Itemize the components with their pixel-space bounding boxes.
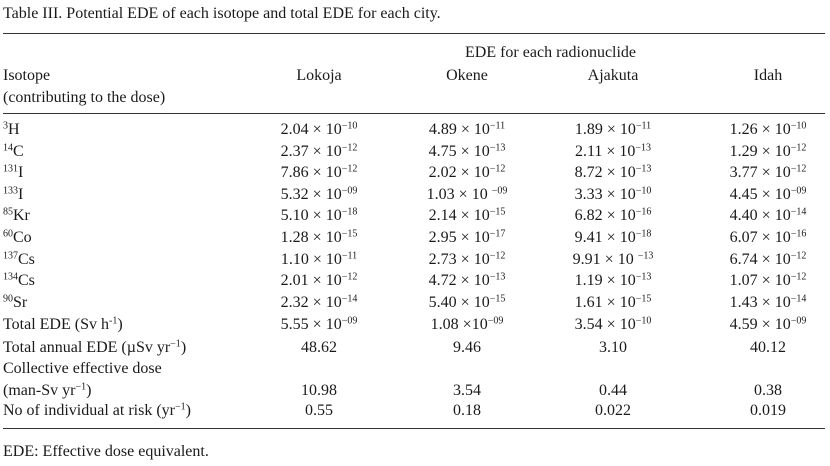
total-ede-okene: $1.08 \times 10^{-09}$ xyxy=(430,315,504,333)
table-caption: Table III. Potential EDE of each isotope and total EDE for each city. xyxy=(3,5,441,22)
ede-value-ajakuta: $6.82 \times 10^{-16}$ xyxy=(574,206,652,224)
isotope-label: $^{134}$Cs xyxy=(3,271,35,289)
risk-idah: 0.019 xyxy=(750,402,786,419)
risk-lokoja: 0.55 xyxy=(305,402,333,419)
collective-dose-idah: 0.38 xyxy=(754,382,782,399)
ede-value-okene: $2.95 \times 10^{-17}$ xyxy=(428,228,506,246)
isotope-label: $^{137}$Cs xyxy=(3,250,35,268)
collective-dose-label: Collective effective dose xyxy=(3,360,162,377)
ede-value-lokoja: $1.28 \times 10^{-15}$ xyxy=(280,228,358,246)
ede-value-idah: $6.07 \times 10^{-16}$ xyxy=(729,228,807,246)
ede-value-lokoja: $2.32 \times 10^{-14}$ xyxy=(280,293,358,311)
isotope-label: $^{90}$Sr xyxy=(3,293,28,311)
ede-value-ajakuta: 9.91 × 10 $^{-13}$ xyxy=(572,250,654,268)
ede-value-ajakuta: $1.89 \times 10^{-11}$ xyxy=(574,120,652,138)
ede-value-lokoja: $5.10 \times 10^{-18}$ xyxy=(280,206,358,224)
ede-value-okene: $4.89 \times 10^{-11}$ xyxy=(428,120,506,138)
total-ede-ajakuta: $3.54 \times 10^{-10}$ xyxy=(574,315,652,333)
annual-ede-idah: 40.12 xyxy=(750,339,786,356)
ede-value-okene: $4.72 \times 10^{-13}$ xyxy=(428,271,506,289)
annual-ede-label: Total annual EDE (µSv $yr^{-1}$) xyxy=(3,338,187,356)
ede-value-ajakuta: $2.11 \times 10^{-13}$ xyxy=(574,142,652,160)
isotope-label: $^{133}$I xyxy=(3,185,24,203)
ede-value-okene: $2.02 \times 10^{-12}$ xyxy=(428,163,506,181)
ede-value-okene: $2.73 \times 10^{-12}$ xyxy=(428,250,506,268)
collective-dose-okene: 3.54 xyxy=(453,382,481,399)
annual-ede-lokoja: 48.62 xyxy=(301,339,337,356)
column-spanner: EDE for each radionuclide xyxy=(465,44,637,61)
ede-value-idah: $4.40 \times 10^{-14}$ xyxy=(729,206,807,224)
collective-dose-ajakuta: 0.44 xyxy=(599,382,627,399)
risk-label: No of individual at risk $(yr^{-1})$ xyxy=(3,401,191,419)
header-idah: Idah xyxy=(753,67,783,84)
ede-value-ajakuta: $3.33 \times 10^{-10}$ xyxy=(574,185,652,203)
isotope-label: $^{85}$Kr xyxy=(3,206,30,224)
collective-dose-lokoja: 10.98 xyxy=(301,382,337,399)
ede-value-lokoja: $2.01 \times 10^{-12}$ xyxy=(280,271,358,289)
ede-value-okene: 1.03 × 10 $^{-09}$ xyxy=(426,185,508,203)
risk-ajakuta: 0.022 xyxy=(595,402,631,419)
collective-dose-unit: (man-Sv $yr^{-1}$) xyxy=(3,381,92,399)
ede-value-okene: $2.14 \times 10^{-15}$ xyxy=(428,206,506,224)
footnote: EDE: Effective dose equivalent. xyxy=(3,443,209,460)
annual-ede-okene: 9.46 xyxy=(453,339,481,356)
ede-value-okene: $5.40 \times 10^{-15}$ xyxy=(428,293,506,311)
ede-value-lokoja: $7.86 \times 10^{-12}$ xyxy=(280,163,358,181)
top-rule xyxy=(3,33,825,34)
ede-value-idah: $1.29 \times 10^{-12}$ xyxy=(729,142,807,160)
ede-value-ajakuta: $1.61 \times 10^{-15}$ xyxy=(574,293,652,311)
header-lokoja: Lokoja xyxy=(296,67,342,84)
ede-value-idah: $1.07 \times 10^{-12}$ xyxy=(729,271,807,289)
header-okene: Okene xyxy=(446,67,488,84)
risk-okene: 0.18 xyxy=(453,402,481,419)
isotope-label: $^{60}$Co xyxy=(3,228,32,246)
isotope-header: Isotope xyxy=(3,67,51,84)
ede-value-idah: $3.77 \times 10^{-12}$ xyxy=(729,163,807,181)
isotope-label: $^{131}$I xyxy=(3,163,24,181)
isotope-label: $^3$H xyxy=(3,120,20,138)
ede-value-idah: $1.43 \times 10^{-14}$ xyxy=(729,293,807,311)
ede-value-okene: $4.75 \times 10^{-13}$ xyxy=(428,142,506,160)
isotope-header-sub: (contributing to the dose) xyxy=(3,89,166,106)
ede-value-idah: $4.45 \times 10^{-09}$ xyxy=(729,185,807,203)
total-ede-lokoja: $5.55 \times 10^{-09}$ xyxy=(280,315,358,333)
header-rule xyxy=(3,113,825,114)
bottom-rule xyxy=(3,428,825,429)
ede-value-lokoja: $2.37 \times 10^{-12}$ xyxy=(280,142,358,160)
ede-value-ajakuta: $8.72 \times 10^{-13}$ xyxy=(574,163,652,181)
isotope-label: $^{14}$C xyxy=(3,142,24,160)
ede-value-lokoja: $5.32 \times 10^{-09}$ xyxy=(280,185,358,203)
ede-value-ajakuta: $1.19 \times 10^{-13}$ xyxy=(574,271,652,289)
ede-value-ajakuta: $9.41 \times 10^{-18}$ xyxy=(574,228,652,246)
total-ede-idah: $4.59 \times 10^{-09}$ xyxy=(729,315,807,333)
annual-ede-ajakuta: 3.10 xyxy=(599,339,627,356)
ede-value-idah: $6.74 \times 10^{-12}$ xyxy=(729,250,807,268)
header-ajakuta: Ajakuta xyxy=(587,67,639,84)
ede-value-lokoja: $1.10 \times 10^{-11}$ xyxy=(280,250,358,268)
ede-value-lokoja: $2.04 \times 10^{-10}$ xyxy=(280,120,358,138)
total-ede-label: Total EDE (Sv $h^{-1}$) xyxy=(3,315,123,333)
ede-value-idah: $1.26 \times 10^{-10}$ xyxy=(729,120,807,138)
